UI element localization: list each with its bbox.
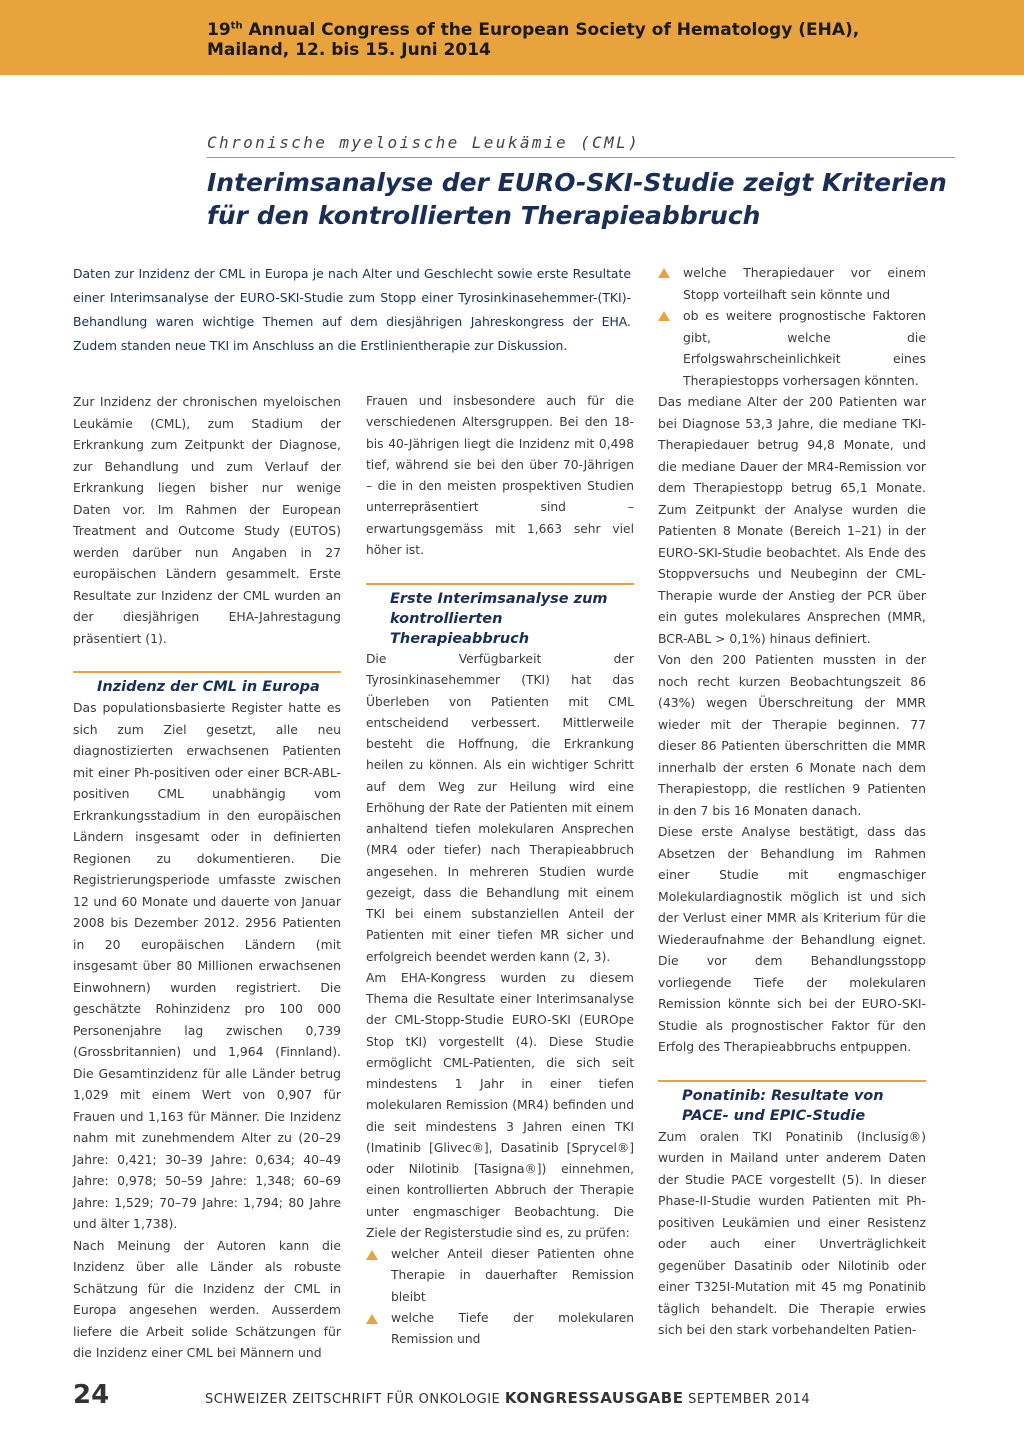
page-number: 24	[73, 1380, 110, 1410]
kicker-rule	[207, 157, 955, 158]
list-item	[366, 1244, 634, 1308]
congress-header	[207, 20, 859, 60]
paragraph: Am EHA-Kongress wurden zu diesem Thema die Resultate einer Interimsanalyse der CML-Stopp-Studie EURO-SKI (EUROpe Stop tKI) vorgestellt (4). Diese Studie ermöglicht CML-Patienten, die sich seit mindestens 1 Jahr in einer tiefen molekularen Remission (MR4) befinden und die seit mindestens 3 Jahren einen TKI (Imatinib [Glivec®], Dasatinib [Sprycel®] oder Nilotinib [Tasigna®]) einnehmen, einen kontrollierten Abbruch der Therapie unter engmaschiger Beobachtung. Die Ziele der Registerstudie sind es, zu prüfen:	[366, 970, 634, 1240]
edition-label: KONGRESSAUSGABE	[504, 1389, 684, 1407]
article-title-line1: Interimsanalyse der EURO-SKI-Studie zeigt Kriterien	[207, 168, 947, 197]
article-lead: Daten zur Inzidenz der CML in Europa je nach Alter und Geschlecht sowie erste Resultate einer Interimsanalyse der EURO-SKI-Studie zum Stopp einer Tyrosinkinasehemmer-(TKI)-Behandlung waren wichtige Themen auf dem diesjährigen Jahreskongress der EHA. Zudem standen neue TKI im Anschluss an die Erstlinientherapie zur Diskussion.	[73, 266, 631, 353]
subheading-inzidenz: Inzidenz der CML in Europa	[73, 671, 341, 697]
journal-name: SCHWEIZER ZEITSCHRIFT FÜR ONKOLOGIE	[205, 1392, 501, 1407]
list-item-text: welcher Anteil dieser Patienten ohne Therapie in dauerhafter Remission bleibt	[391, 1247, 634, 1304]
page-footer	[73, 1380, 953, 1414]
list-item	[658, 262, 926, 305]
paragraph: Zur Inzidenz der chronischen myeloischen Leukämie (CML), zum Stadium der Erkrankung zum Zeitpunkt der Diagnose, zur Behandlung und zum Verlauf der Erkrankung liegen bisher nur wenige Daten vor. Im Rahmen der European Treatment and Outcome Study (EUTOS) werden darüber nun Angaben in 27 europäischen Ländern gesammelt. Erste Resultate zur Inzidenz der CML wurden an der diesjährigen EHA-Jahrestagung präsentiert (1).	[73, 394, 341, 646]
article-title-line2: für den kontrollierten Therapieabbruch	[207, 201, 761, 230]
study-goals-list-continued	[658, 262, 926, 391]
congress-ordinal-suffix: th	[230, 20, 243, 32]
subheading-interimsanalyse: Erste Interimsanalyse zum kontrollierten Therapieabbruch	[366, 583, 634, 649]
subheading-ponatinib: Ponatinib: Resultate von PACE- und EPIC-Studie	[658, 1080, 926, 1126]
triangle-bullet-icon	[366, 1250, 378, 1260]
triangle-bullet-icon	[366, 1314, 378, 1324]
triangle-bullet-icon	[658, 268, 670, 278]
paragraph: Zum oralen TKI Ponatinib (Inclusig®) wurden in Mailand unter anderem Daten der Studie PACE vorgestellt (5). In dieser Phase-II-Studie wurden Patienten mit Ph-positiven Leukämien und einer Resistenz oder auch einer Unverträglichkeit gegenüber Dasatinib oder Nilotinib oder einer T325I-Mutation mit 45 mg Ponatinib täglich behandelt. Die Therapie erwies sich bei den stark vorbehandelten Patien-	[658, 1128, 926, 1337]
article-title	[207, 166, 967, 232]
list-item-text: welche Therapiedauer vor einem Stopp vorteilhaft sein könnte und	[683, 265, 926, 302]
column-1	[73, 391, 341, 1364]
congress-ordinal: 19	[207, 20, 231, 40]
paragraph: Das mediane Alter der 200 Patienten war bei Diagnose 53,3 Jahre, die mediane TKI-Therapiedauer betrug 94,8 Monate, und die mediane Dauer der MR4-Remission vor dem Therapiestopp betrug 65,1 Monate. Zum Zeitpunkt der Analyse wurden die Patienten 8 Monate (Bereich 1–21) in der EURO-SKI-Studie beobachtet. Als Ende des Stoppversuchs und Neubeginn der CML-Therapie wurde der Anstieg der PCR über ein gutes molekulares Ansprechen (MMR, BCR-ABL > 0,1%) hinaus definiert.	[658, 394, 926, 646]
congress-title-rest: Annual Congress of the European Society of Hematology (EHA),	[242, 20, 860, 40]
list-item	[366, 1308, 634, 1351]
column-3	[658, 262, 926, 1341]
paragraph: Die Verfügbarkeit der Tyrosinkinasehemmer (TKI) hat das Überleben von Patienten mit CML entscheidend verbessert. Mittlerweile besteht die Hoffnung, die Erkrankung heilen zu können. Als ein wichtiger Schritt auf dem Weg zur Heilung wird eine Erhöhung der Rate der Patienten mit einem anhaltend tiefen molekularen Ansprechen (MR4 oder tiefer) nach Therapieabbruch angesehen. In mehreren Studien wurde gezeigt, dass die Behandlung mit einem TKI bei einem substanziellen Anteil der Patienten mit einer tiefen MR sicher und erfolgreich beendet werden kann (2, 3).	[366, 652, 634, 964]
triangle-bullet-icon	[658, 311, 670, 321]
paragraph: Das populationsbasierte Register hatte es sich zum Ziel gesetzt, alle neu diagnostizierten erwachsenen Patienten mit einer Ph-positiven oder einer BCR-ABL-positiven CML unabhängig vom Erkrankungsstadium in den europäischen Ländern insgesamt oder in definierten Regionen zu dokumentieren. Die Registrierungsperiode umfasste zwischen 12 und 60 Monate und dauerte von Januar 2008 bis Dezember 2012. 2956 Patienten in 20 europäischen Ländern (mit insgesamt über 80 Millionen erwachsenen Einwohnern) wurden registriert. Die geschätzte Rohinzidenz pro 100 000 Personenjahre lag zwischen 0,739 (Grossbritannien) und 1,964 (Finnland). Die Gesamtinzidenz für alle Länder betrug 1,029 mit einem Wert von 0,907 für Frauen und 1,163 für Männer. Die Inzidenz nahm mit zunehmendem Alter zu (20–29 Jahre: 0,421; 30–39 Jahre: 0,634; 40–49 Jahre: 0,978; 50–59 Jahre: 1,348; 60–69 Jahre: 1,529; 70–79 Jahre: 1,794; 80 Jahre und älter 1,738).	[73, 700, 341, 1231]
paragraph: Diese erste Analyse bestätigt, dass das Absetzen der Behandlung im Rahmen einer Studie mit engmaschiger Molekulardiagnostik möglich ist und sich der Verlust einer MMR als Kriterium für die Wiederaufnahme der Behandlung eignet. Die vor dem Behandlungsstopp vorliegende Tiefe der molekularen Remission könnte sich bei der EURO-SKI-Studie als prognostischer Faktor für den Erfolg des Therapieabbruchs entpuppen.	[658, 824, 926, 1054]
congress-location-date: Mailand, 12. bis 15. Juni 2014	[207, 40, 491, 60]
section-kicker: Chronische myeloische Leukämie (CML)	[207, 133, 641, 152]
paragraph: Von den 200 Patienten mussten in der noch recht kurzen Beobachtungszeit 86 (43%) wegen Überschreitung der MMR wieder mit der Therapie beginnen. 77 dieser 86 Patienten überschritten die MMR innerhalb der ersten 6 Monate nach dem Therapiestopp, die restlichen 9 Patienten in den 7 bis 16 Monaten danach.	[658, 652, 926, 818]
paragraph: Nach Meinung der Autoren kann die Inzidenz über alle Länder als robuste Schätzung für die Inzidenz der CML in Europa angesehen werden. Ausserdem liefere die Arbeit solide Schätzungen für die Inzidenz einer CML bei Männern und	[73, 1237, 341, 1360]
list-item	[658, 305, 926, 391]
issue-date: SEPTEMBER 2014	[688, 1392, 811, 1407]
paragraph: Frauen und insbesondere auch für die verschiedenen Altersgruppen. Bei den 18- bis 40-Jährigen liegt die Inzidenz mit 0,498 tief, während sie bei den über 70-Jährigen – die in den meisten prospektiven Studien unterrepräsentiert sind – erwartungsgemäss mit 1,663 sehr viel höher ist.	[366, 394, 634, 557]
congress-title-line	[207, 20, 859, 40]
column-2	[366, 391, 634, 1350]
list-item-text: ob es weitere prognostische Faktoren gibt, welche die Erfolgswahrscheinlichkeit eines Therapiestopps vorhersagen könnten.	[683, 308, 926, 388]
study-goals-list	[366, 1244, 634, 1350]
list-item-text: welche Tiefe der molekularen Remission und	[391, 1310, 634, 1346]
journal-line	[205, 1389, 810, 1407]
